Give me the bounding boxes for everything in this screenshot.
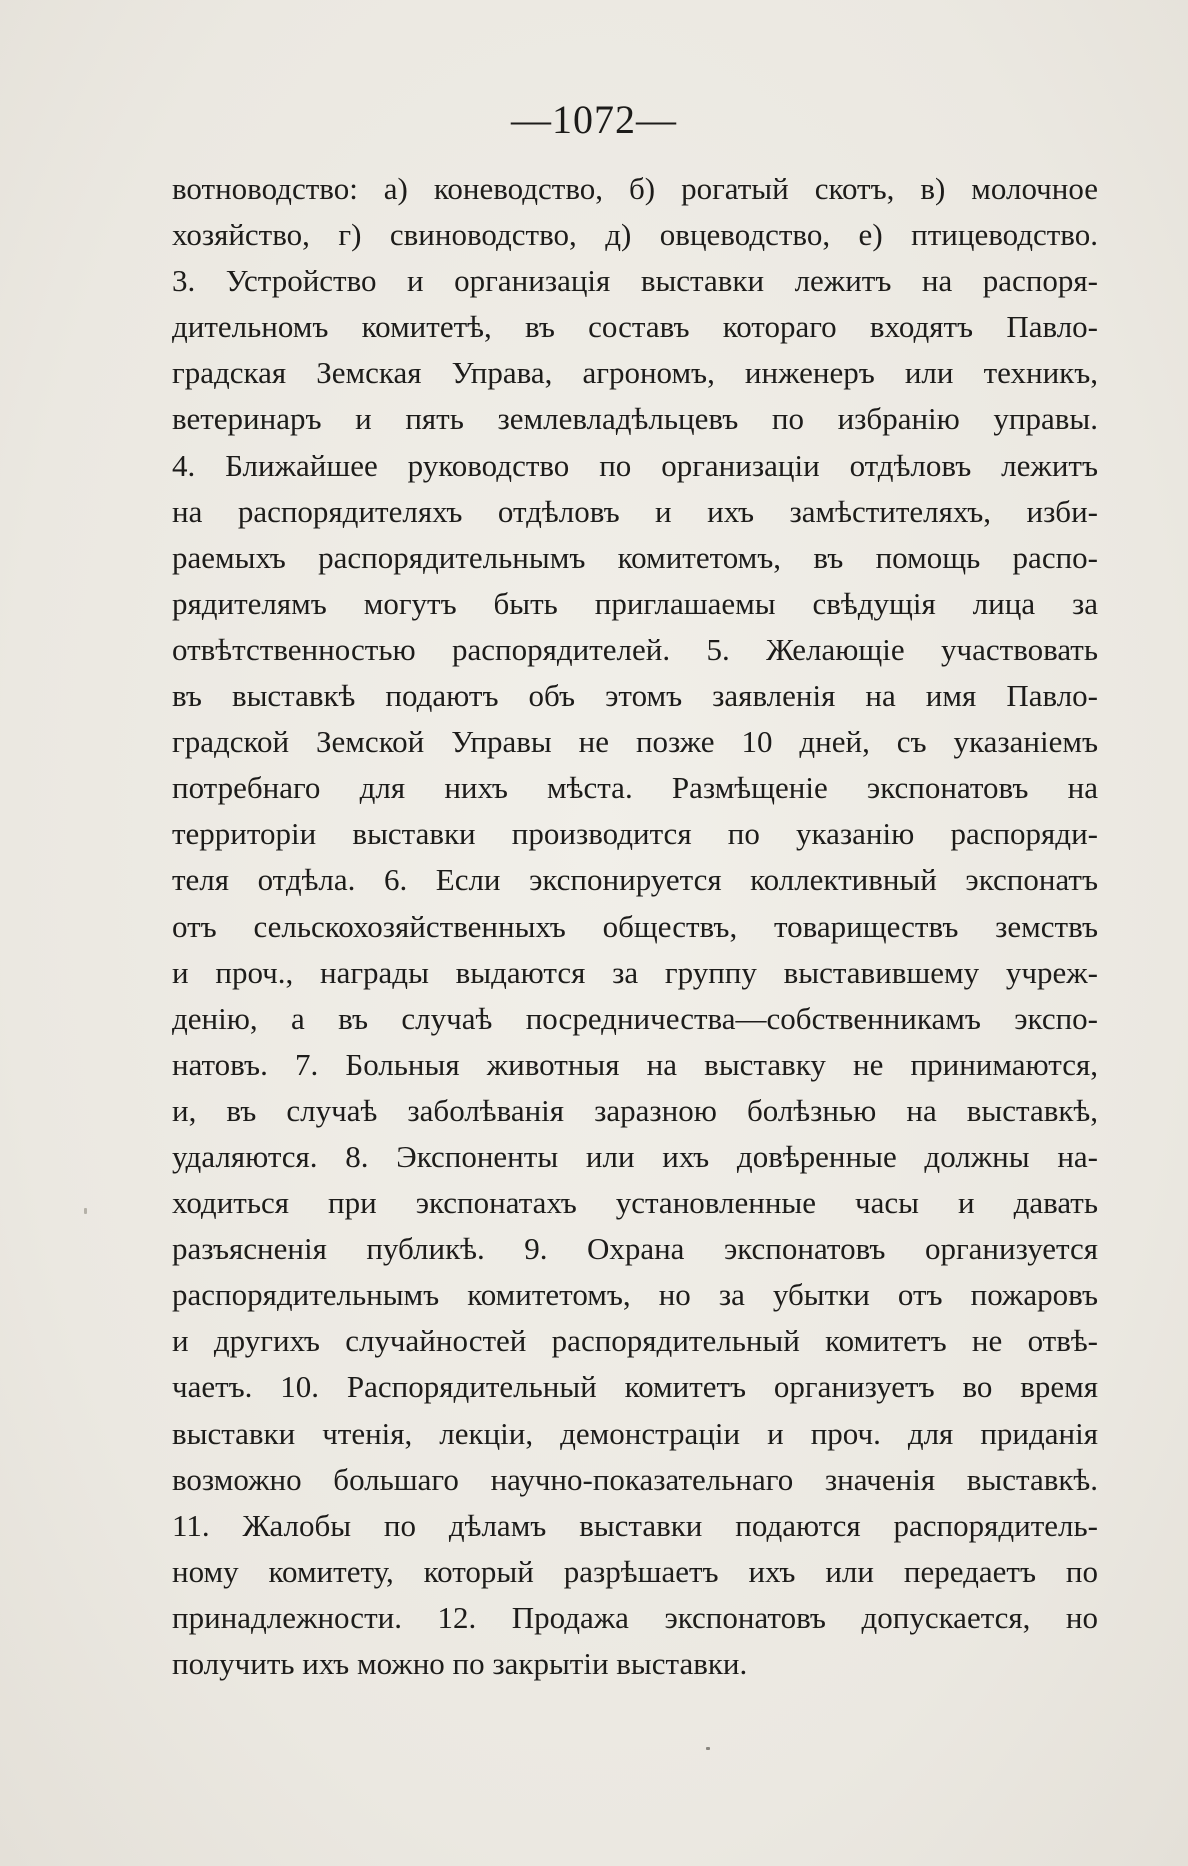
- body-text: [172, 166, 1098, 1687]
- text-line: получить ихъ можно по закрытіи выставки.: [172, 1646, 748, 1681]
- text-line: чаетъ. 10. Распорядительный комитетъ организуетъ во время: [172, 1369, 1098, 1405]
- text-line: отвѣтственностью распорядителей. 5. Желающіе участвовать: [172, 631, 1098, 667]
- text-line: выставки чтенія, лекціи, демонстраціи и проч. для приданія: [172, 1415, 1098, 1451]
- text-line: разъясненія публикѣ. 9. Охрана экспонатовъ организуется: [172, 1231, 1098, 1267]
- text-line: градская Земская Управа, агрономъ, инженеръ или техникъ,: [172, 355, 1098, 391]
- text-line: распорядительнымъ комитетомъ, но за убытки отъ пожаровъ: [172, 1277, 1098, 1313]
- text-line: на распорядителяхъ отдѣловъ и ихъ замѣстителяхъ, изби-: [172, 493, 1098, 529]
- text-line: рядителямъ могутъ быть приглашаемы свѣдущія лица за: [172, 585, 1098, 621]
- page-number: —1072—: [511, 97, 677, 142]
- text-line: денію, а въ случаѣ посредничества—собственникамъ экспо-: [172, 1000, 1098, 1036]
- text-line: ному комитету, который разрѣшаетъ ихъ или передаетъ по: [172, 1553, 1098, 1589]
- text-line: хозяйство, г) свиноводство, д) овцеводство, е) птицеводство.: [172, 217, 1098, 253]
- text-line: раемыхъ распорядительнымъ комитетомъ, въ помощь распо-: [172, 539, 1098, 575]
- text-line: натовъ. 7. Больныя животныя на выставку не принимаются,: [172, 1046, 1098, 1082]
- text-line: вотноводство: а) коневодство, б) рогатый скотъ, в) молочное: [172, 171, 1098, 206]
- text-line: и проч., награды выдаются за группу выставившему учреж-: [172, 954, 1098, 990]
- ink-speck: [706, 1747, 710, 1750]
- text-line: 11. Жалобы по дѣламъ выставки подаются распорядитель-: [172, 1507, 1098, 1543]
- text-line: въ выставкѣ подаютъ объ этомъ заявленія на имя Павло-: [172, 678, 1098, 714]
- text-line: и другихъ случайностей распорядительный комитетъ не отвѣ-: [172, 1323, 1098, 1359]
- text-line: теля отдѣла. 6. Если экспонируется коллективный экспонатъ: [172, 862, 1098, 898]
- text-line: ветеринаръ и пять землевладѣльцевъ по избранію управы.: [172, 401, 1098, 437]
- text-line: удаляются. 8. Экспоненты или ихъ довѣренные должны на-: [172, 1138, 1098, 1174]
- text-line: территоріи выставки производится по указанію распоряди-: [172, 816, 1098, 852]
- text-line: принадлежности. 12. Продажа экспонатовъ допускается, но: [172, 1599, 1098, 1635]
- text-line: потребнаго для нихъ мѣста. Размѣщеніе экспонатовъ на: [172, 770, 1098, 806]
- text-line: дительномъ комитетѣ, въ составъ котораго входятъ Павло-: [172, 309, 1098, 345]
- text-line: градской Земской Управы не позже 10 дней, съ указаніемъ: [172, 724, 1098, 760]
- text-line: возможно большаго научно-показательнаго значенія выставкѣ.: [172, 1461, 1098, 1497]
- text-line: 4. Ближайшее руководство по организаціи отдѣловъ лежитъ: [172, 447, 1098, 483]
- text-line: отъ сельскохозяйственныхъ обществъ, товариществъ земствъ: [172, 908, 1098, 944]
- text-line: ходиться при экспонатахъ установленные часы и давать: [172, 1185, 1098, 1221]
- text-line: 3. Устройство и организація выставки лежитъ на распоря-: [172, 263, 1098, 299]
- text-line: и, въ случаѣ заболѣванія заразною болѣзнью на выставкѣ,: [172, 1092, 1098, 1128]
- ink-speck: [84, 1208, 87, 1214]
